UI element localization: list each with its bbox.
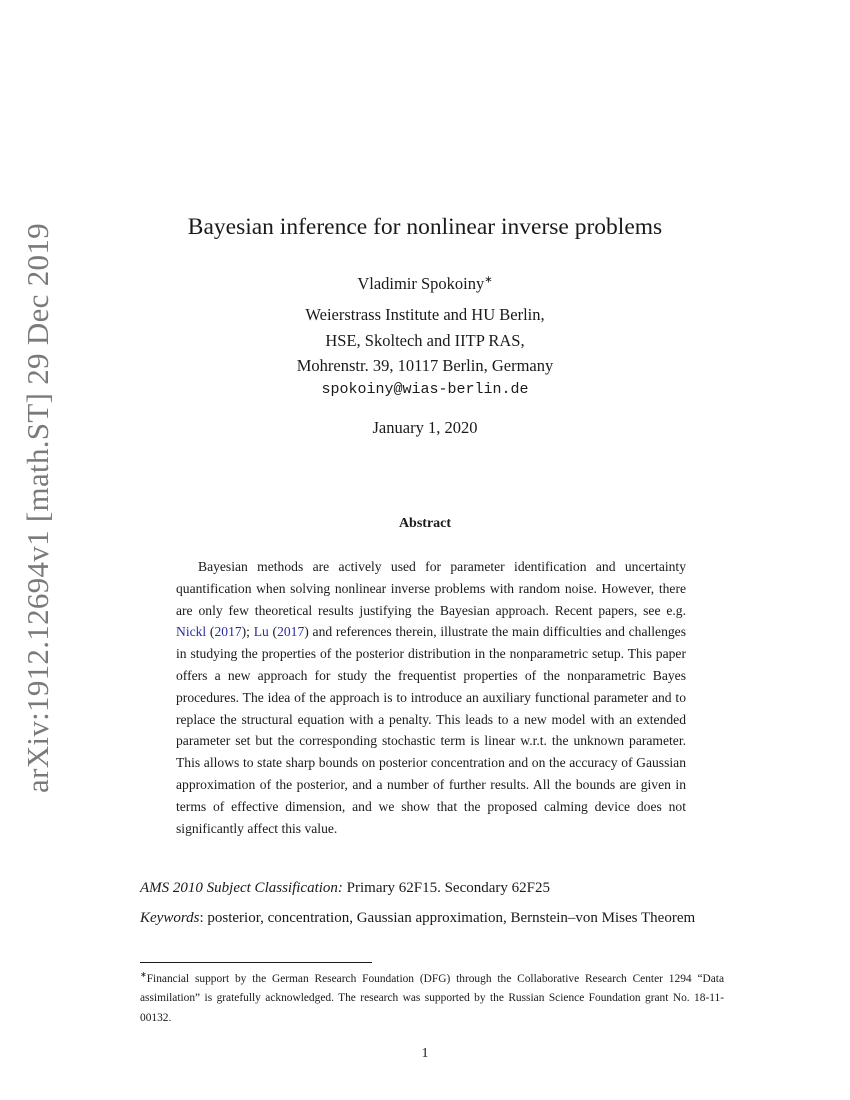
keywords-value: posterior, concentration, Gaussian approximation, Bernstein–von Mises Theorem	[207, 910, 696, 926]
arxiv-stamp: arXiv:1912.12694v1 [math.ST] 29 Dec 2019	[20, 223, 55, 793]
citation-nickl-year[interactable]: 2017	[214, 624, 242, 640]
paper-date: January 1, 2020	[372, 418, 478, 437]
footnote-rule	[140, 962, 372, 963]
abstract-heading: Abstract	[398, 516, 452, 531]
ams-classification	[140, 880, 730, 897]
affiliation-line-1: Weierstrass Institute and HU Berlin,	[305, 305, 545, 324]
citation-lu-author[interactable]: Lu	[253, 624, 269, 640]
author-footnote-mark: ∗	[484, 274, 493, 286]
author-name: Vladimir Spokoiny	[357, 274, 485, 293]
citation-nickl-author[interactable]: Nickl	[176, 624, 207, 640]
affiliation-line-3: Mohrenstr. 39, 10117 Berlin, Germany	[296, 356, 554, 375]
keywords: Keywords: posterior, concentration, Gaussian approximation, Bernstein–von Mises Theorem	[140, 910, 696, 926]
paper-title: Bayesian inference for nonlinear inverse problems	[187, 214, 663, 240]
footnote-text: Financial support by the German Research Foundation (DFG) through the Collaborative Research Center 1294 “Data assimilation” is gratefully acknowledged. The research was supported by the Russian Science Foundation grant No. 18-11-00132.	[140, 972, 724, 1024]
citation-lu-year[interactable]: 2017	[277, 624, 305, 640]
keywords-label: Keywords	[140, 910, 200, 926]
affiliation-line-2: HSE, Skoltech and IITP RAS,	[325, 331, 525, 350]
ams-value: Primary 62F15. Secondary 62F25	[346, 880, 550, 896]
footnote-mark: ∗	[140, 970, 147, 979]
page-number: 1	[421, 1046, 429, 1061]
author-email[interactable]: spokoiny@wias-berlin.de	[321, 381, 529, 398]
ams-label: AMS 2010 Subject Classification:	[140, 880, 343, 896]
author-line	[0, 274, 850, 294]
abstract-body: Bayesian methods are actively used for parameter identification and uncertainty quantification when solving nonlinear inverse problems with random noise. However, there are only few theoretical results justifying the Bayesian approach. Recent papers, see e.g. Nickl (2017); Lu (2017) and references therein, illustrate the main difficulties and challenges in studying the properties of the posterior distribution in the nonparametric setup. This paper offers a new approach for study the frequentist properties of the nonparametric Bayes procedures. The idea of the approach is to introduce an auxiliary functional parameter and to replace the structural equation with a penalty. This leads to a new model with an extended parameter set but the corresponding stochastic term is linear w.r.t. the unknown parameter. This allows to state sharp bounds on posterior concentration and on the accuracy of Gaussian approximation of the posterior, and a number of further results. All the bounds are given in terms of effective dimension, and we show that the proposed calming device does not significantly affect this value.	[176, 559, 686, 836]
footnote	[140, 965, 724, 1028]
abstract-text-part-1: Bayesian methods are actively used for parameter identification and uncertainty quantification when solving nonlinear inverse problems with random noise. However, there are only few theoretical results justifying the Bayesian approach. Recent papers, see e.g.	[176, 559, 686, 618]
abstract-text-part-2: and references therein, illustrate the main difficulties and challenges in studying the properties of the posterior distribution in the nonparametric setup. This paper offers a new approach for study the frequentist properties of the nonparametric Bayes procedures. The idea of the approach is to introduce an auxiliary functional parameter and to replace the structural equation with a penalty. This leads to a new model with an extended parameter set but the corresponding stochastic term is linear w.r.t. the unknown parameter. This allows to state sharp bounds on posterior concentration and on the accuracy of Gaussian approximation of the posterior, and a number of further results. All the bounds are given in terms of effective dimension, and we show that the proposed calming device does not significantly affect this value.	[176, 624, 686, 836]
